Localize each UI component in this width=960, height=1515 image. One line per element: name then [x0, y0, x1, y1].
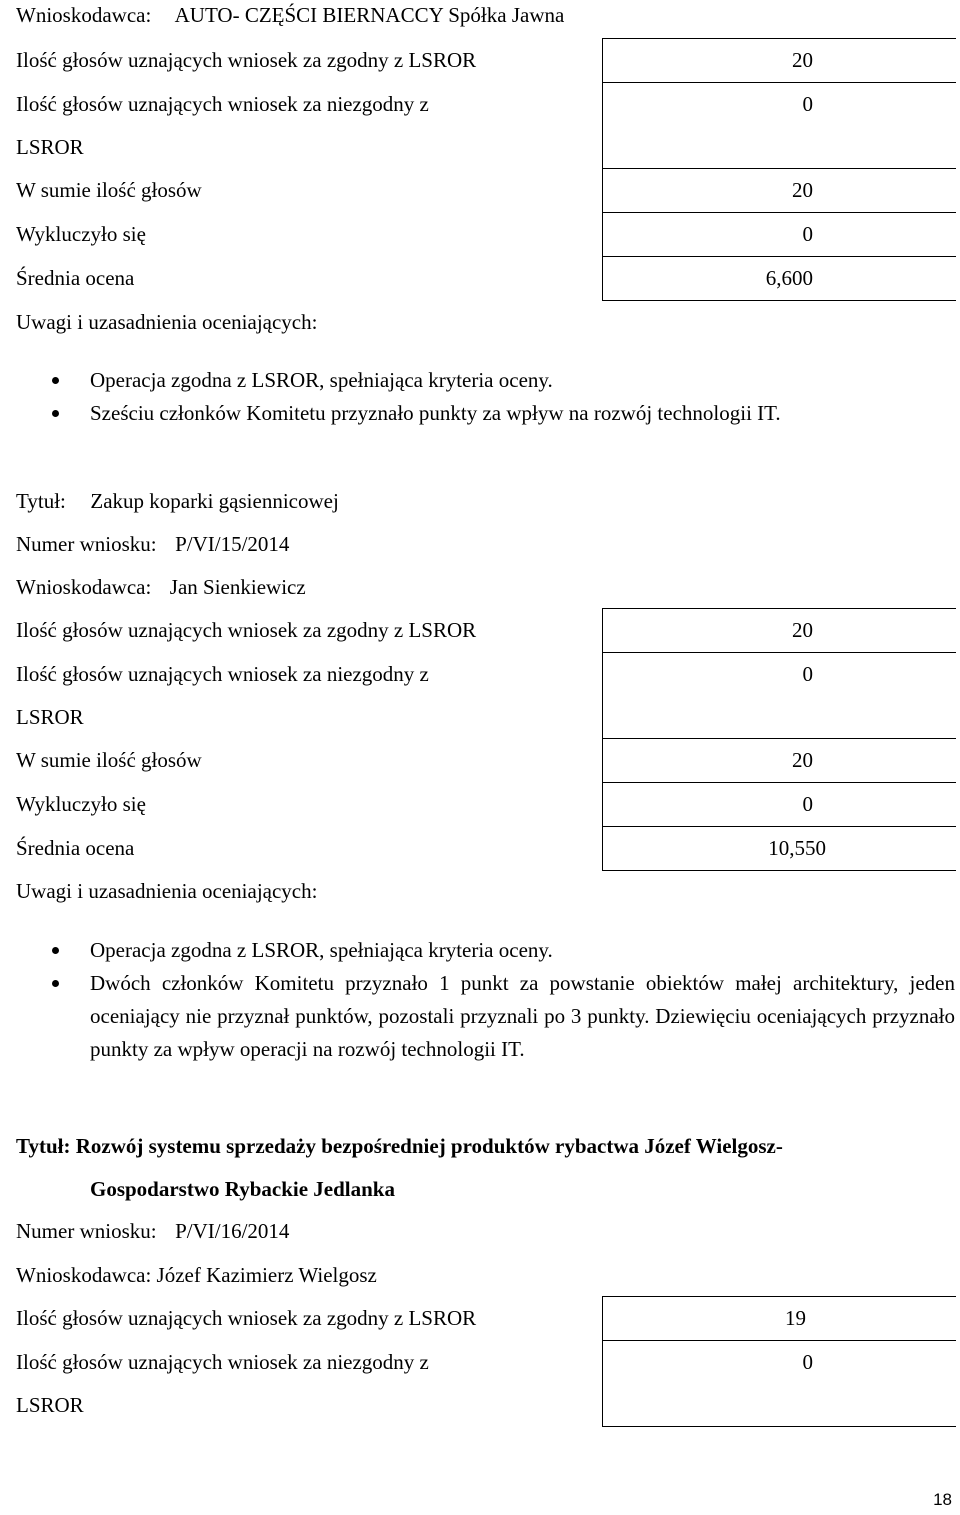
bullet-icon [52, 947, 59, 954]
row-value: 19 [785, 1306, 806, 1330]
title-text-cont: Gospodarstwo Rybackie Jedlanka [90, 1177, 395, 1201]
bullet-icon [52, 980, 59, 987]
row-label: Średnia ocena [3, 827, 603, 871]
applicant-name: Józef Kazimierz Wielgosz [156, 1263, 377, 1287]
applicant-label: Wnioskodawca: [16, 3, 152, 27]
row-value: 0 [802, 1350, 813, 1374]
table-row [3, 257, 956, 301]
row-value: 20 [792, 618, 813, 642]
remark-text: Operacja zgodna z LSROR, spełniająca kryteria oceny. [90, 938, 553, 962]
row-value: 0 [802, 662, 813, 686]
bullet-icon [52, 410, 59, 417]
remark-text: Dwóch członków Komitetu przyznało 1 punkt za powstanie obiektów małej architektury, jeden oceniający nie przyznał punktów, pozostali przyznali po 3 punkty. Dziewięciu oceniających przyznało punkty za wpływ operacji na rozwój technologii IT. [90, 971, 955, 1061]
applicant-name: Jan Sienkiewicz [169, 575, 306, 599]
row-value: 20 [792, 48, 813, 72]
applicant-line [16, 2, 564, 28]
row-value: 20 [792, 748, 813, 772]
table-row [3, 39, 956, 83]
applicant-label: Wnioskodawca: [16, 1263, 152, 1287]
title-line [16, 488, 339, 514]
row-label: W sumie ilość głosów [3, 169, 603, 213]
number-label: Numer wniosku: [16, 1219, 157, 1243]
applicant-line [16, 1262, 377, 1288]
title-label: Tytuł: [16, 1134, 71, 1158]
remarks-list [50, 364, 781, 430]
row-label: W sumie ilość głosów [3, 739, 603, 783]
applicant-name: AUTO- CZĘŚCI BIERNACCY Spółka Jawna [174, 3, 565, 27]
row-value: 0 [802, 792, 813, 816]
row-label: Wykluczyło się [3, 213, 603, 257]
row-label: Ilość głosów uznających wniosek za niezgodny z [16, 91, 429, 116]
row-label: Średnia ocena [3, 257, 603, 301]
row-label: Wykluczyło się [3, 783, 603, 827]
applicant-label: Wnioskodawca: [16, 575, 152, 599]
row-value: 0 [802, 92, 813, 116]
bullet-icon [52, 377, 59, 384]
row-value: 20 [792, 178, 813, 202]
row-value: 10,550 [768, 836, 826, 860]
list-item [50, 364, 781, 397]
votes-table-3 [3, 1296, 956, 1427]
remarks-list [50, 934, 955, 1066]
row-label-cont: LSROR [16, 1392, 84, 1417]
page-number: 18 [933, 1490, 952, 1509]
number-line [16, 1218, 289, 1244]
table-row [3, 653, 956, 739]
number-text: P/VI/15/2014 [175, 532, 290, 556]
row-label: Ilość głosów uznających wniosek za niezgodny z [16, 661, 429, 686]
remarks-label: Uwagi i uzasadnienia oceniających: [16, 310, 318, 334]
table-row [3, 1341, 956, 1427]
remarks-label: Uwagi i uzasadnienia oceniających: [16, 879, 318, 903]
row-label: Ilość głosów uznających wniosek za zgodny z LSROR [3, 1297, 603, 1341]
list-item [50, 397, 781, 430]
row-label-cont: LSROR [16, 704, 84, 729]
table-row [3, 609, 956, 653]
list-item [50, 934, 955, 967]
row-label: Ilość głosów uznających wniosek za zgodny z LSROR [3, 609, 603, 653]
row-label: Ilość głosów uznających wniosek za zgodny z LSROR [3, 39, 603, 83]
table-row [3, 213, 956, 257]
votes-table-1 [3, 38, 956, 301]
list-item [50, 967, 955, 1066]
table-row [3, 783, 956, 827]
table-row [3, 83, 956, 169]
remark-text: Sześciu członków Komitetu przyznało punkty za wpływ na rozwój technologii IT. [90, 401, 781, 425]
remark-text: Operacja zgodna z LSROR, spełniająca kryteria oceny. [90, 368, 553, 392]
row-label: Ilość głosów uznających wniosek za niezgodny z [16, 1349, 429, 1374]
title-text: Rozwój systemu sprzedaży bezpośredniej produktów rybactwa Józef Wielgosz- [75, 1134, 783, 1158]
row-label-cont: LSROR [16, 134, 84, 159]
title-label: Tytuł: [16, 489, 66, 513]
table-row [3, 169, 956, 213]
applicant-line [16, 574, 306, 600]
table-row [3, 1297, 956, 1341]
table-row [3, 827, 956, 871]
number-text: P/VI/16/2014 [175, 1219, 290, 1243]
number-label: Numer wniosku: [16, 532, 157, 556]
title-line [16, 1133, 783, 1159]
table-row [3, 739, 956, 783]
row-value: 0 [802, 222, 813, 246]
number-line [16, 531, 289, 557]
title-text: Zakup koparki gąsiennicowej [90, 489, 339, 513]
votes-table-2 [3, 608, 956, 871]
row-value: 6,600 [765, 266, 813, 290]
